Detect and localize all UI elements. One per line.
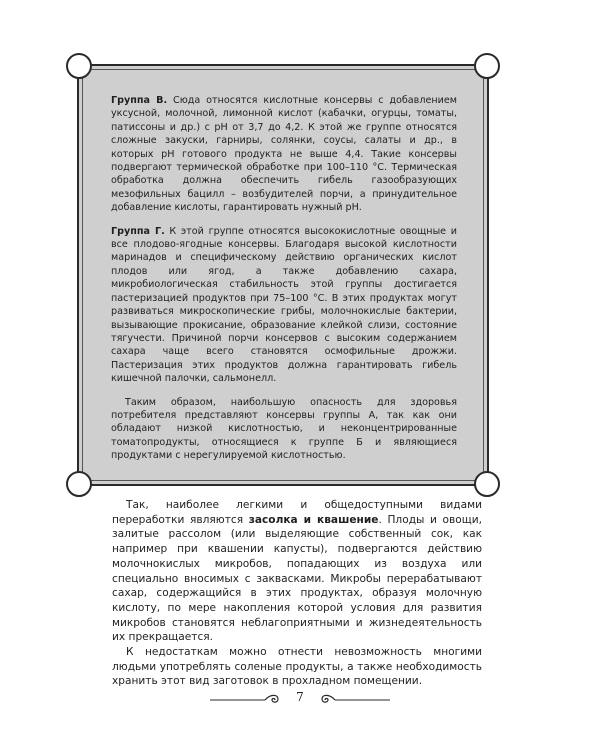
paragraph-salting-start: Так, наиболее легкими и общедоступными видами переработки являются [112,499,482,526]
frame-corner-ornament [66,471,92,497]
group-b-text: Сюда относятся кислотные консервы с добавлением уксусной, молочной, лимонной кислот (кабачки, огурцы, томаты, патиссоны и др.) с рН от 3,7 до 4,2. К этой же группе относятся сложные закуски, гарниры, солянки, соусы, салаты и др., в которых рН готового продукта не выше 4,4. Такие консервы подвергают термической обработке при 100–110 °С. Термическая обработка должна обеспечить гибель газообразующих мезофильных бацилл – возбудителей порчи, а принудительное добавление кислоты, гарантировать нужный рН. [111,95,457,214]
info-box-content [111,94,457,473]
group-g-text: К этой группе относятся высококислотные овощные и все плодово-ягодные консервы. Благодаря высокой кислотности маринадов и специфическому действию органических кислот плодов или ягод, а также добавлению сахара, микробиологическая стабильность этой группы достигается пастеризацией продуктов при 75–100 °С. В этих продуктах могут развиваться микроскопические грибы, молочнокислые бактерии, вызывающие прокисание, образование клейкой слизи, состояние тягучести. Причиной порчи консервов с высоким содержанием сахара чаще всего становятся осмофильные дрожжи. Пастеризация этих продуктов должна гарантировать гибель кишечной палочки, сальмонелл. [111,225,457,385]
salting-term: засолка и квашение [248,513,379,526]
paragraph-drawbacks: К недостаткам можно отнести невозможность многими людьми употреблять соленые продукты, а также необходимость хранить этот вид заготовок в прохладном помещении. [112,646,482,688]
page-footer [210,690,390,710]
info-box [77,64,489,486]
group-b-paragraph [111,94,457,215]
frame-corner-ornament [66,53,92,79]
group-g-paragraph [111,225,457,386]
frame-corner-ornament [474,471,500,497]
main-text [112,498,482,689]
group-g-label: Группа Г. [111,225,165,237]
page-number: 7 [296,690,304,704]
paragraph-salting [112,498,482,645]
summary-paragraph: Таким образом, наибольшую опасность для здоровья потребителя представляют консервы группы А, так как они обладают низкой кислотностью, и неконцентрированные томатопродукты, относящиеся к группе Б и являющиеся продуктами с нерегулируемой кислотностью. [111,396,457,462]
group-b-label: Группа В. [111,95,168,106]
paragraph-salting-end: . Плоды и овощи, залитые рассолом (или выделяющие собственный сок, как например при квашении капусты), подвергаются действию молочнокислых микробов, попадающих из воздуха или специально вносимых с заквасками. Микробы перерабатывают сахар, содержащийся в этих продуктах, образуя молочную кислоту, по мере накопления которой условия для развития микробов становятся неблагоприятными и жизнедеятельность их прекращается. [112,513,482,644]
frame-corner-ornament [474,53,500,79]
